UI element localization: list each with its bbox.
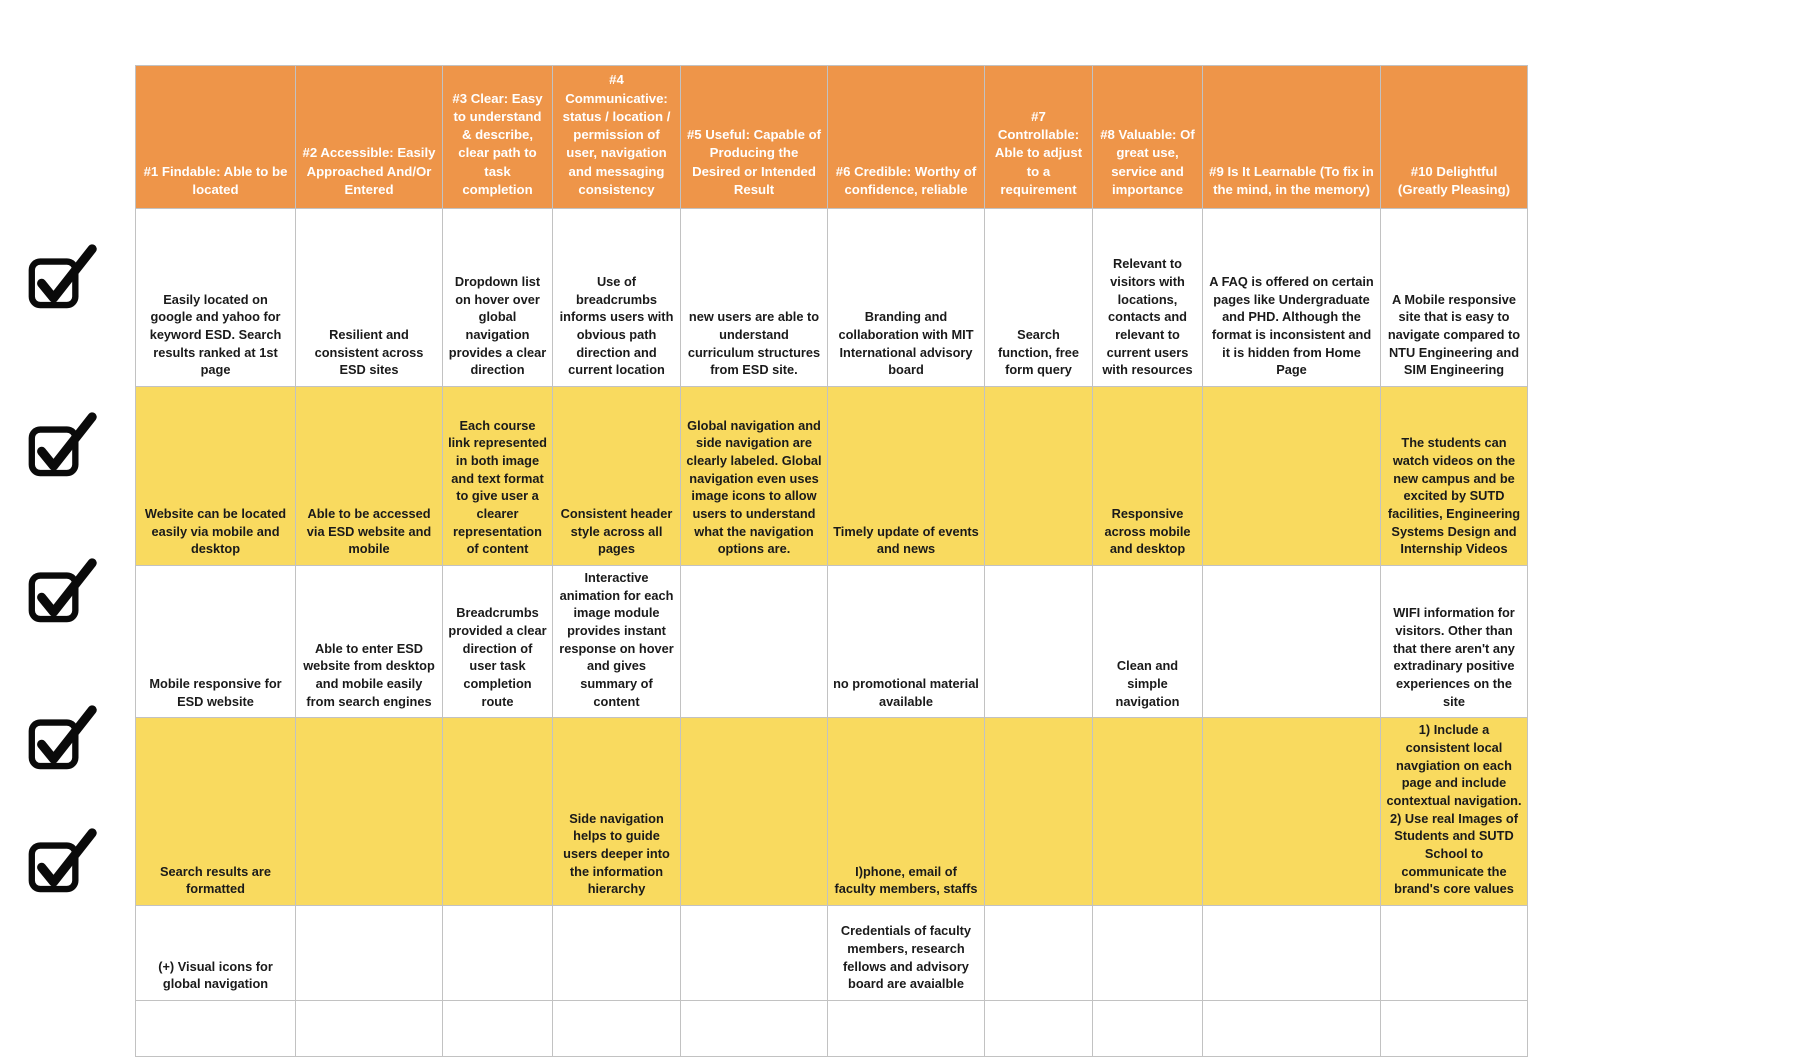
table-cell[interactable]: [681, 566, 828, 718]
table-cell[interactable]: [553, 905, 681, 1000]
table-cell[interactable]: Credentials of faculty members, research fellows and advisory board are avaialble: [828, 905, 985, 1000]
table-cell[interactable]: [296, 718, 443, 906]
table-cell[interactable]: Mobile responsive for ESD website: [136, 566, 296, 718]
table-cell[interactable]: Able to be accessed via ESD website and mobile: [296, 387, 443, 566]
table-cell[interactable]: Consistent header style across all pages: [553, 387, 681, 566]
header-cell-accessible[interactable]: #2 Accessible: Easily Approached And/Or Entered: [296, 66, 443, 209]
table-cell[interactable]: [985, 1000, 1093, 1056]
table-cell[interactable]: [681, 1000, 828, 1056]
row-checkbox-2[interactable]: [26, 412, 98, 478]
table-cell[interactable]: no promotional material available: [828, 566, 985, 718]
table-cell[interactable]: [1093, 905, 1203, 1000]
table-cell[interactable]: [1381, 905, 1528, 1000]
table-cell[interactable]: [443, 905, 553, 1000]
header-cell-useful[interactable]: #5 Useful: Capable of Producing the Desired or Intended Result: [681, 66, 828, 209]
table-cell[interactable]: [1381, 1000, 1528, 1056]
table-cell[interactable]: Global navigation and side navigation are clearly labeled. Global navigation even uses image icons to allow users to understand what the navigation options are.: [681, 387, 828, 566]
table-cell[interactable]: A FAQ is offered on certain pages like Undergraduate and PHD. Although the format is inconsistent and it is hidden from Home Page: [1203, 209, 1381, 387]
header-cell-clear[interactable]: #3 Clear: Easy to understand & describe, clear path to task completion: [443, 66, 553, 209]
table-cell[interactable]: Interactive animation for each image module provides instant response on hover and gives summary of content: [553, 566, 681, 718]
table-cell[interactable]: [296, 905, 443, 1000]
checkbox-checked-icon: [26, 244, 98, 310]
header-cell-findable[interactable]: #1 Findable: Able to be located: [136, 66, 296, 209]
table-cell[interactable]: Branding and collaboration with MIT International advisory board: [828, 209, 985, 387]
table-cell[interactable]: Dropdown list on hover over global navigation provides a clear direction: [443, 209, 553, 387]
table-cell[interactable]: Responsive across mobile and desktop: [1093, 387, 1203, 566]
table-cell[interactable]: new users are able to understand curriculum structures from ESD site.: [681, 209, 828, 387]
header-cell-delightful[interactable]: #10 Delightful (Greatly Pleasing): [1381, 66, 1528, 209]
table-cell[interactable]: [1203, 905, 1381, 1000]
header-row: [136, 66, 1528, 209]
table-row: [136, 718, 1528, 906]
table-row: [136, 566, 1528, 718]
table-cell[interactable]: [681, 905, 828, 1000]
table-cell[interactable]: Relevant to visitors with locations, contacts and relevant to current users with resources: [1093, 209, 1203, 387]
table-cell[interactable]: [1203, 1000, 1381, 1056]
matrix-table-container: [135, 65, 1529, 992]
checkbox-checked-icon: [26, 558, 98, 624]
table-cell[interactable]: [985, 718, 1093, 906]
table-cell[interactable]: Easily located on google and yahoo for keyword ESD. Search results ranked at 1st page: [136, 209, 296, 387]
row-checkbox-3[interactable]: [26, 558, 98, 624]
table-cell[interactable]: Search function, free form query: [985, 209, 1093, 387]
row-checkbox-1[interactable]: [26, 244, 98, 310]
table-row: [136, 387, 1528, 566]
table-cell[interactable]: [985, 387, 1093, 566]
table-cell[interactable]: Each course link represented in both image and text format to give user a clearer representation of content: [443, 387, 553, 566]
table-cell[interactable]: WIFI information for visitors. Other than that there aren't any extradinary positive experiences on the site: [1381, 566, 1528, 718]
table-cell[interactable]: [553, 1000, 681, 1056]
table-row: [136, 209, 1528, 387]
table-cell[interactable]: [1093, 1000, 1203, 1056]
table-cell[interactable]: The students can watch videos on the new campus and be excited by SUTD facilities, Engineering Systems Design and Internship Videos: [1381, 387, 1528, 566]
table-cell[interactable]: [1203, 718, 1381, 906]
table-cell[interactable]: Able to enter ESD website from desktop and mobile easily from search engines: [296, 566, 443, 718]
table-cell[interactable]: Use of breadcrumbs informs users with obvious path direction and current location: [553, 209, 681, 387]
checkbox-checked-icon: [26, 705, 98, 771]
table-cell[interactable]: Side navigation helps to guide users deeper into the information hierarchy: [553, 718, 681, 906]
checkbox-checked-icon: [26, 828, 98, 894]
header-cell-credible[interactable]: #6 Credible: Worthy of confidence, reliable: [828, 66, 985, 209]
table-row: [136, 905, 1528, 1000]
table-cell[interactable]: 1) Include a consistent local navgiation on each page and include contextual navigation. 2) Use real Images of Students and SUTD School to communicate the brand's core values: [1381, 718, 1528, 906]
table-cell[interactable]: [1203, 387, 1381, 566]
table-cell[interactable]: Website can be located easily via mobile and desktop: [136, 387, 296, 566]
table-cell[interactable]: A Mobile responsive site that is easy to navigate compared to NTU Engineering and SIM Engineering: [1381, 209, 1528, 387]
table-cell[interactable]: [296, 1000, 443, 1056]
header-cell-controllable[interactable]: #7 Controllable: Able to adjust to a requirement: [985, 66, 1093, 209]
table-cell[interactable]: [443, 718, 553, 906]
table-cell[interactable]: Resilient and consistent across ESD sites: [296, 209, 443, 387]
table-cell[interactable]: (+) Visual icons for global navigation: [136, 905, 296, 1000]
table-row-partial: [136, 1000, 1528, 1056]
table-cell[interactable]: [1203, 566, 1381, 718]
table-cell[interactable]: Clean and simple navigation: [1093, 566, 1203, 718]
table-cell[interactable]: I)phone, email of faculty members, staffs: [828, 718, 985, 906]
row-checkbox-5[interactable]: [26, 828, 98, 894]
header-cell-communicative[interactable]: #4 Communicative: status / location / permission of user, navigation and messaging consistency: [553, 66, 681, 209]
table-cell[interactable]: [828, 1000, 985, 1056]
table-cell[interactable]: Timely update of events and news: [828, 387, 985, 566]
table-cell[interactable]: [985, 566, 1093, 718]
table-cell[interactable]: [136, 1000, 296, 1056]
table-cell[interactable]: [443, 1000, 553, 1056]
matrix-table: [135, 65, 1528, 1057]
table-cell[interactable]: Search results are formatted: [136, 718, 296, 906]
table-cell[interactable]: [681, 718, 828, 906]
header-cell-valuable[interactable]: #8 Valuable: Of great use, service and importance: [1093, 66, 1203, 209]
header-cell-learnable[interactable]: #9 Is It Learnable (To fix in the mind, in the memory): [1203, 66, 1381, 209]
row-checkbox-4[interactable]: [26, 705, 98, 771]
table-cell[interactable]: Breadcrumbs provided a clear direction of user task completion route: [443, 566, 553, 718]
checkbox-checked-icon: [26, 412, 98, 478]
table-cell[interactable]: [1093, 718, 1203, 906]
table-cell[interactable]: [985, 905, 1093, 1000]
